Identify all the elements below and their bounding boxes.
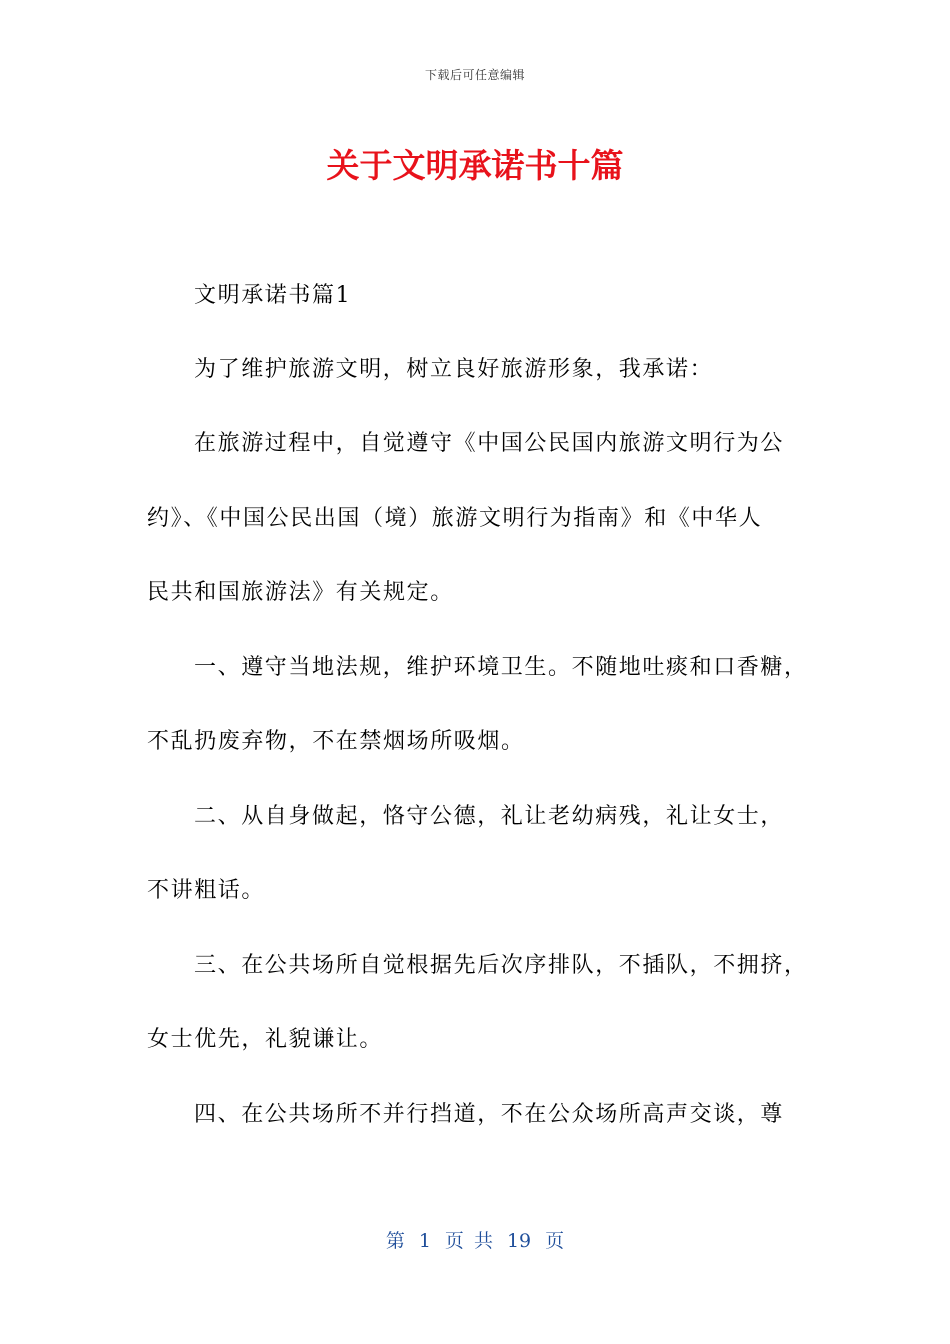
footer-current-page: 1 [418, 1230, 431, 1252]
paragraph-line: 二、从自身做起，恪守公德，礼让老幼病残，礼让女士， [194, 804, 785, 829]
header-note: 下载后可任意编辑 [424, 68, 525, 82]
paragraph-line: 在旅游过程中，自觉遵守《中国公民国内旅游文明行为公 [194, 431, 785, 456]
paragraph-line: 约》、《中国公民出国（境）旅游文明行为指南》和《中华人 [147, 506, 763, 531]
paragraph-line: 一、遵守当地法规，维护环境卫生。不随地吐痰和口香糖， [194, 655, 808, 680]
paragraph-line: 不乱扔废弃物，不在禁烟场所吸烟。 [147, 729, 525, 754]
document-title: 关于文明承诺书十篇 [326, 146, 624, 185]
footer-suffix: 页 [545, 1230, 565, 1252]
paragraph-line: 为了维护旅游文明，树立良好旅游形象，我承诺： [194, 357, 714, 382]
paragraph-line: 三、在公共场所自觉根据先后次序排队，不插队，不拥挤， [194, 953, 808, 978]
footer-middle: 页 共 [444, 1230, 493, 1252]
paragraph-line: 不讲粗话。 [147, 878, 266, 903]
paragraph-line: 民共和国旅游法》有关规定。 [147, 580, 454, 605]
footer-prefix: 第 [385, 1230, 405, 1252]
paragraph-line: 四、在公共场所不并行挡道，不在公众场所高声交谈，尊 [194, 1102, 785, 1127]
footer-total-pages: 19 [506, 1230, 532, 1252]
paragraph-line: 女士优先，礼貌谦让。 [147, 1027, 384, 1052]
section-heading: 文明承诺书篇1 [194, 283, 352, 308]
page-footer [0, 1226, 950, 1253]
